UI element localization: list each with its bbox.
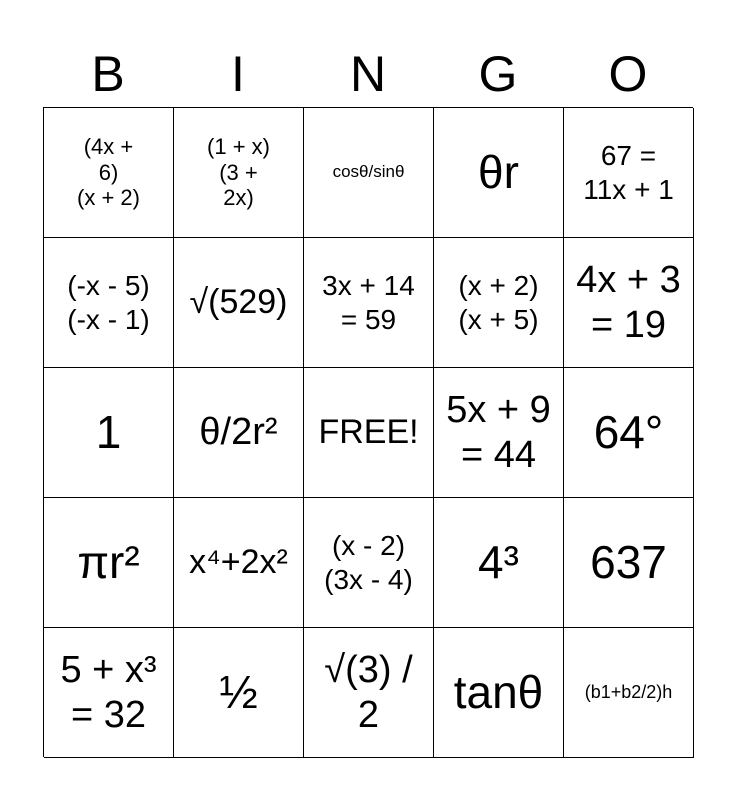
bingo-cell[interactable] xyxy=(434,628,564,758)
cell-text: θr xyxy=(478,146,519,199)
bingo-cell[interactable] xyxy=(44,238,174,368)
cell-text: 4x + 3 = 19 xyxy=(576,258,681,346)
cell-text: πr² xyxy=(77,536,140,589)
header-letter-b: B xyxy=(91,46,125,102)
bingo-cell[interactable] xyxy=(44,498,174,628)
cell-text: x⁴+2x² xyxy=(189,543,288,582)
header-letter-g: G xyxy=(478,46,518,102)
bingo-board xyxy=(43,107,693,757)
bingo-cell[interactable] xyxy=(564,628,694,758)
bingo-cell[interactable] xyxy=(44,628,174,758)
cell-text: 5 + x³ = 32 xyxy=(60,648,157,736)
cell-text: 1 xyxy=(95,406,122,459)
cell-text: θ/2r² xyxy=(199,411,278,454)
bingo-header xyxy=(43,40,693,108)
cell-text: √(3) / 2 xyxy=(324,648,413,736)
cell-text: tanθ xyxy=(453,666,544,719)
bingo-cell[interactable] xyxy=(44,108,174,238)
free-space[interactable] xyxy=(304,368,434,498)
bingo-cell[interactable] xyxy=(564,368,694,498)
bingo-cell[interactable] xyxy=(434,368,564,498)
bingo-cell[interactable] xyxy=(434,238,564,368)
bingo-cell[interactable] xyxy=(304,238,434,368)
bingo-cell[interactable] xyxy=(44,368,174,498)
bingo-cell[interactable] xyxy=(434,498,564,628)
header-letter-o: O xyxy=(608,46,648,102)
cell-text: (x + 2) (x + 5) xyxy=(458,270,539,335)
cell-text: 3x + 14 = 59 xyxy=(322,270,415,335)
bingo-cell[interactable] xyxy=(304,498,434,628)
cell-text: (1 + x) (3 + 2x) xyxy=(207,133,270,211)
bingo-cell[interactable] xyxy=(174,498,304,628)
cell-text: 4³ xyxy=(478,536,519,589)
cell-text: FREE! xyxy=(318,413,419,452)
bingo-cell[interactable] xyxy=(434,108,564,238)
header-letter-n: N xyxy=(349,46,387,102)
cell-text: (4x + 6) (x + 2) xyxy=(77,133,140,211)
bingo-cell[interactable] xyxy=(174,108,304,238)
cell-text: cosθ/sinθ xyxy=(332,162,405,182)
bingo-cell[interactable] xyxy=(304,108,434,238)
bingo-cell[interactable] xyxy=(564,108,694,238)
cell-text: √(529) xyxy=(189,283,288,322)
cell-text: (x - 2) (3x - 4) xyxy=(324,530,413,595)
bingo-cell[interactable] xyxy=(304,628,434,758)
cell-text: 5x + 9 = 44 xyxy=(446,388,551,476)
bingo-cell[interactable] xyxy=(174,238,304,368)
cell-text: 67 = 11x + 1 xyxy=(583,140,674,205)
bingo-cell[interactable] xyxy=(174,368,304,498)
cell-text: 637 xyxy=(590,536,667,589)
cell-text: (-x - 5) (-x - 1) xyxy=(67,270,150,335)
bingo-cell[interactable] xyxy=(564,238,694,368)
cell-text: 64° xyxy=(593,406,664,459)
bingo-cell[interactable] xyxy=(174,628,304,758)
header-letter-i: I xyxy=(231,46,245,102)
cell-text: ½ xyxy=(219,666,258,719)
bingo-cell[interactable] xyxy=(564,498,694,628)
cell-text: (b1+b2/2)h xyxy=(584,681,673,702)
